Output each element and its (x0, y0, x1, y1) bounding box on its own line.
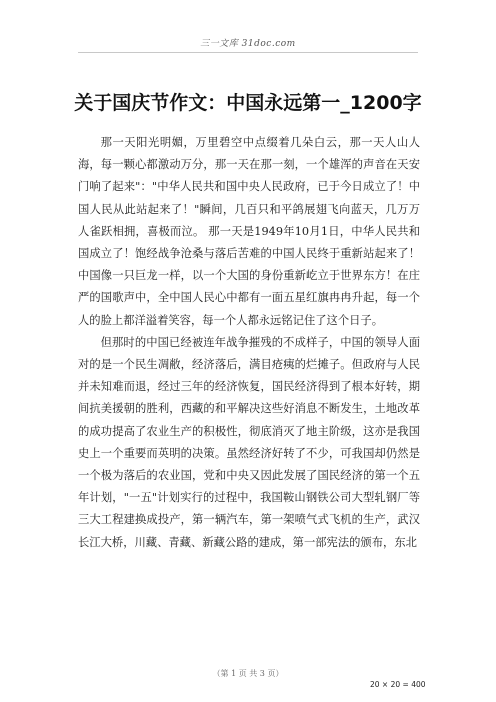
document-body (78, 132, 420, 554)
page-number: （第 1 页 共 3 页） (212, 669, 284, 678)
paragraph-2: 但那时的中国已经被连年战争摧残的不成样子，中国的领导人面对的是一个民生凋敝，经济落后，满目疮痍的烂摊子。但政府与人民并未知难而退，经过三年的经济恢复，国民经济得到了根本好转，期间抗美援朝的胜利，西藏的和平解决这些好消息不断发生，土地改革的成功提高了农业生产的积极性，彻底消灭了地主阶级，这亦是我国史上一个重要而英明的决策。虽然经济好转了不少，可我国却仍然是一个极为落后的农业国，党和中央又因此发展了国民经济的第一个五年计划，"一五"计划实行的过程中，我国鞍山钢铁公司大型轧钢厂等三大工程建换成投产，第一辆汽车，第一架喷气式飞机的生产，武汉长江大桥，川藏、青藏、新藏公路的建成，第一部宪法的颁布，东北 (78, 335, 420, 549)
site-header: 三一文库 31doc.com (200, 39, 296, 49)
header-divider (78, 52, 418, 53)
paragraph-1: 那一天阳光明媚，万里碧空中点缀着几朵白云，那一天人山人海，每一颗心都激动万分，那一天在那一刻，一个雄浑的声音在天安门响了起来"："中华人民共和国中央人民政府，已于今日成立了！中国人民从此站起来了！"瞬间，几百只和平鸽展翅飞向蓝天，几万万人雀跃相拥，喜极而泣。 那一天是1949年10月1日，中华人民共和国成立了！饱经战争沧桑与落后苦难的中国人民终于重新站起来了！中国像一只巨龙一样，以一个大国的身份重新屹立于世界东方！在庄严的国歌声中，全中国人民心中都有一面五星红旗冉冉升起，每一个人的脸上都洋溢着笑容，每一个人都永远铭记住了这个日子。 (78, 136, 420, 327)
document-title: 关于国庆节作文：中国永远第一_1200字 (74, 91, 422, 114)
grid-count-note: 20 × 20 = 400 (370, 680, 426, 689)
